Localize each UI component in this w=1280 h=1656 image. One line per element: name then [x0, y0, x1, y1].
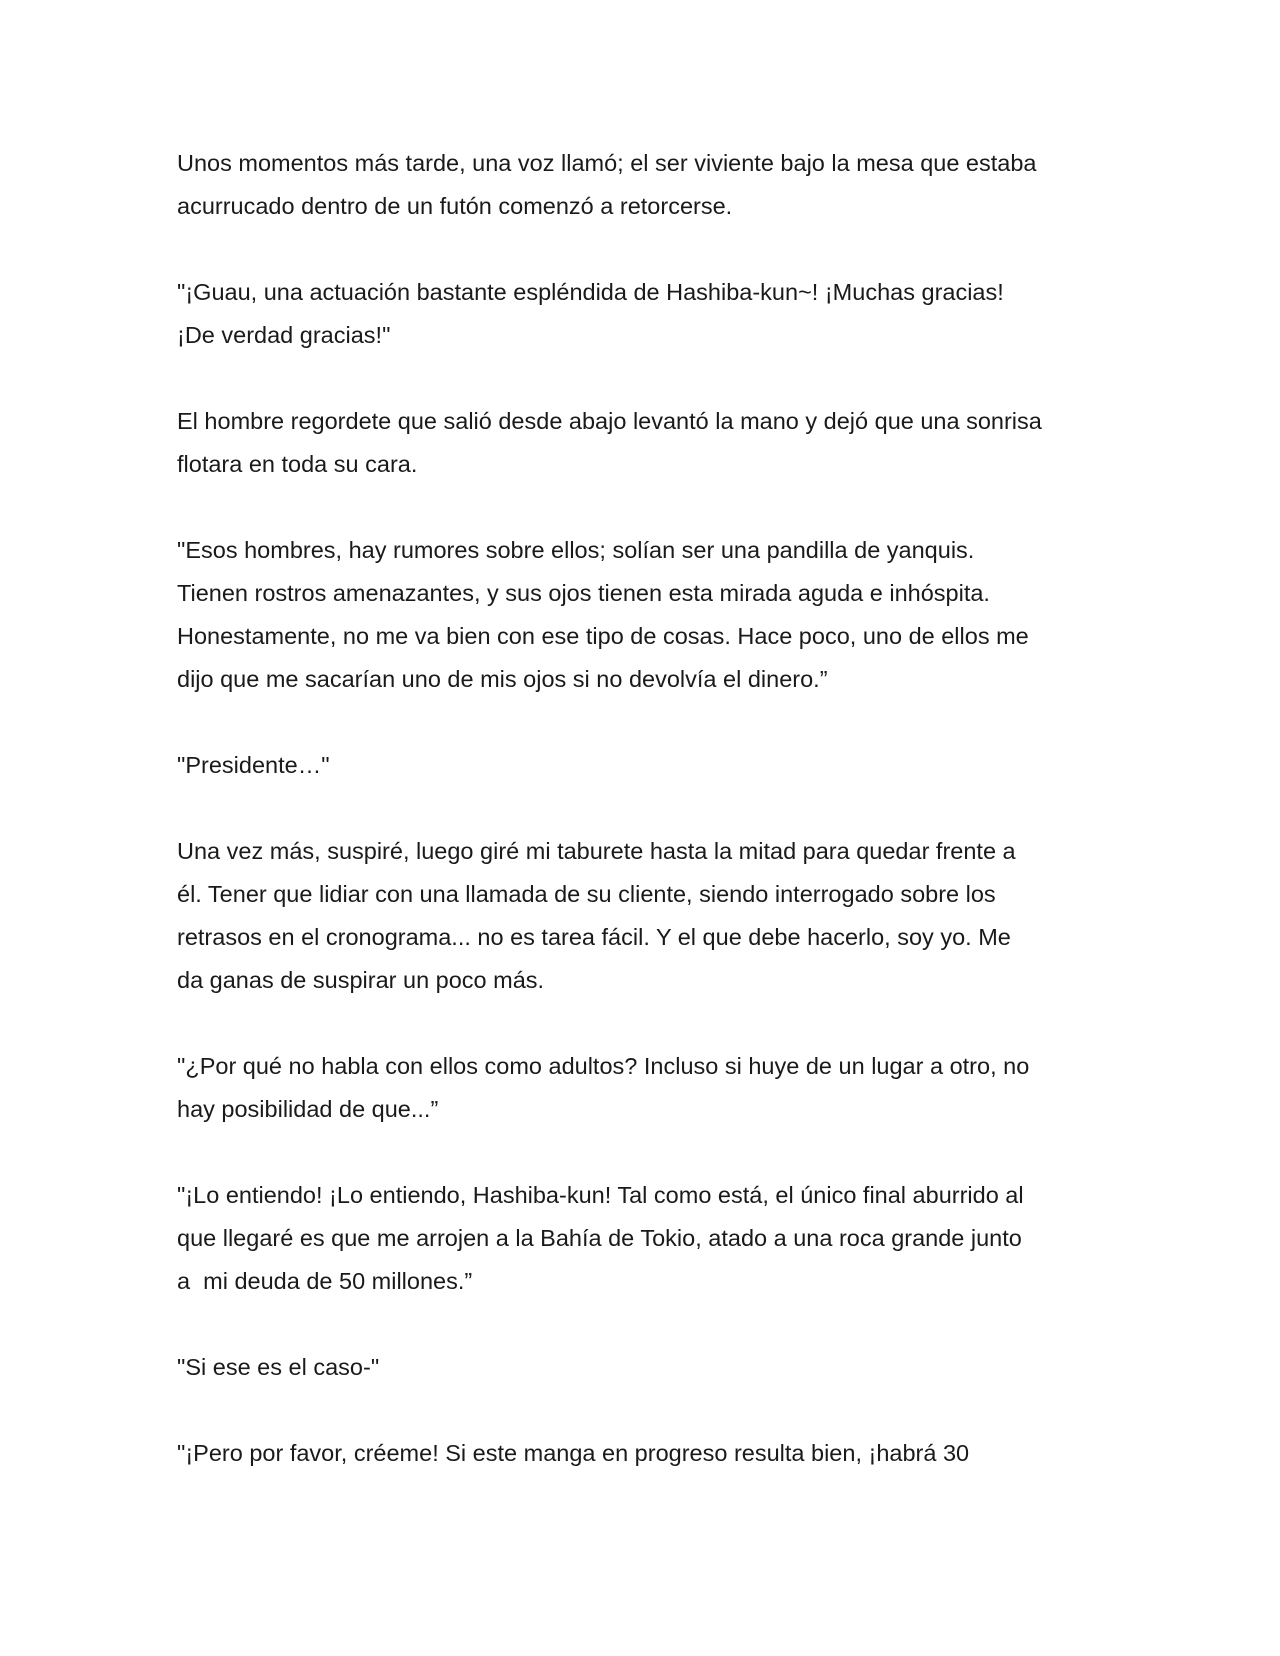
text-line: "Esos hombres, hay rumores sobre ellos; solían ser una pandilla de yanquis.	[177, 537, 975, 563]
paragraph	[177, 1432, 1107, 1475]
text-line: a mi deuda de 50 millones.”	[177, 1268, 473, 1294]
text-line: El hombre regordete que salió desde abajo levantó la mano y dejó que una sonrisa	[177, 408, 1042, 434]
document-body	[177, 142, 1107, 1518]
paragraph	[177, 400, 1107, 486]
text-line: ¡De verdad gracias!"	[177, 322, 391, 348]
paragraph	[177, 830, 1107, 1002]
paragraph	[177, 529, 1107, 701]
paragraph	[177, 142, 1107, 228]
paragraph	[177, 1174, 1107, 1303]
text-line: "¡Lo entiendo! ¡Lo entiendo, Hashiba-kun! Tal como está, el único final aburrido al	[177, 1182, 1024, 1208]
paragraph	[177, 1045, 1107, 1131]
text-line: Tienen rostros amenazantes, y sus ojos tienen esta mirada aguda e inhóspita.	[177, 580, 990, 606]
text-line: que llegaré es que me arrojen a la Bahía de Tokio, atado a una roca grande junto	[177, 1225, 1022, 1251]
text-line: hay posibilidad de que...”	[177, 1096, 439, 1122]
text-line: flotara en toda su cara.	[177, 451, 418, 477]
text-line: "¡Guau, una actuación bastante espléndida de Hashiba-kun~! ¡Muchas gracias!	[177, 279, 1004, 305]
text-line: Unos momentos más tarde, una voz llamó; el ser viviente bajo la mesa que estaba	[177, 150, 1037, 176]
text-line: dijo que me sacarían uno de mis ojos si no devolvía el dinero.”	[177, 666, 828, 692]
paragraph	[177, 271, 1107, 357]
text-line: "Presidente…"	[177, 752, 330, 778]
text-line: "¡Pero por favor, créeme! Si este manga en progreso resulta bien, ¡habrá 30	[177, 1440, 970, 1466]
paragraph	[177, 1346, 1107, 1389]
text-line: da ganas de suspirar un poco más.	[177, 967, 545, 993]
text-line: Una vez más, suspiré, luego giré mi taburete hasta la mitad para quedar frente a	[177, 838, 1016, 864]
text-line: "¿Por qué no habla con ellos como adultos? Incluso si huye de un lugar a otro, no	[177, 1053, 1030, 1079]
text-line: "Si ese es el caso-"	[177, 1354, 380, 1380]
text-line: él. Tener que lidiar con una llamada de su cliente, siendo interrogado sobre los	[177, 881, 996, 907]
text-line: Honestamente, no me va bien con ese tipo de cosas. Hace poco, uno de ellos me	[177, 623, 1029, 649]
text-line: retrasos en el cronograma... no es tarea fácil. Y el que debe hacerlo, soy yo. Me	[177, 924, 1011, 950]
paragraph	[177, 744, 1107, 787]
text-line: acurrucado dentro de un futón comenzó a retorcerse.	[177, 193, 733, 219]
